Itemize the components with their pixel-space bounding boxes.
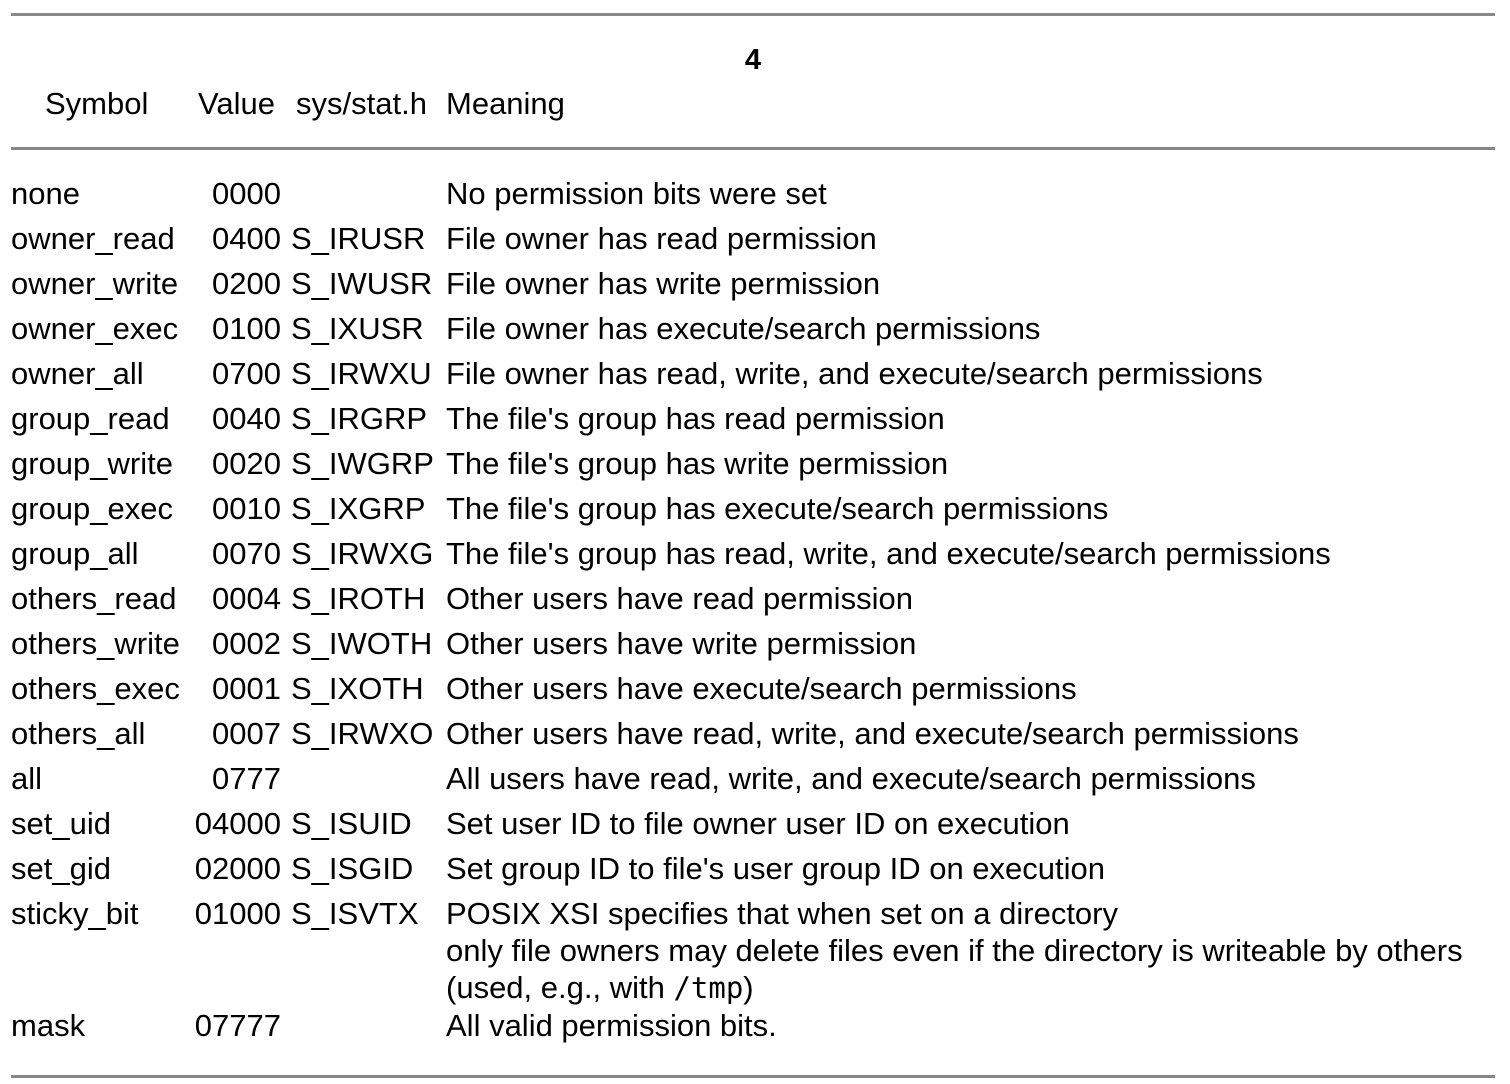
header-rule [11, 147, 1495, 150]
table-row [0, 351, 1510, 396]
meaning-line-suffix: ) [743, 970, 754, 1005]
table-row [0, 261, 1510, 306]
value-cell: 0001 [212, 671, 281, 706]
table-row [0, 306, 1510, 351]
sys-stat-cell: S_IXOTH [291, 671, 424, 706]
meaning-cell: File owner has read permission [446, 221, 877, 256]
symbol-cell: owner_read [11, 221, 175, 256]
symbol-cell: sticky_bit [11, 896, 139, 931]
meaning-line: POSIX XSI specifies that when set on a directory [446, 896, 1118, 931]
sys-stat-cell: S_IRUSR [291, 221, 426, 256]
meaning-cell: All users have read, write, and execute/search permissions [446, 761, 1256, 796]
header-value: Value [198, 86, 275, 121]
meaning-cell: All valid permission bits. [446, 1008, 777, 1043]
symbol-cell: group_exec [11, 491, 174, 526]
symbol-cell: all [11, 761, 43, 796]
sys-stat-cell: S_IWUSR [291, 266, 433, 301]
table-row [0, 756, 1510, 801]
value-cell: 01000 [194, 896, 281, 931]
symbol-cell: set_gid [11, 851, 111, 886]
header-meaning: Meaning [446, 86, 565, 121]
meaning-cell: File owner has read, write, and execute/search permissions [446, 356, 1263, 391]
value-cell: 0000 [212, 176, 281, 211]
header-sys-stat-h: sys/stat.h [296, 86, 427, 121]
meaning-cell: Other users have read, write, and execute/search permissions [446, 716, 1299, 751]
symbol-cell: mask [11, 1008, 86, 1043]
sys-stat-cell: S_IRGRP [291, 401, 428, 436]
sys-stat-cell: S_IRWXU [291, 356, 432, 391]
sys-stat-cell: S_IXUSR [291, 311, 424, 346]
page-number: 4 [744, 44, 762, 76]
meaning-cell: Set user ID to file owner user ID on execution [446, 806, 1070, 841]
table-row [0, 621, 1510, 666]
table-row [0, 666, 1510, 711]
value-cell: 0777 [212, 761, 281, 796]
meaning-line-prefix: (used, e.g., with [446, 970, 674, 1005]
value-cell: 0004 [212, 581, 281, 616]
symbol-cell: owner_write [11, 266, 179, 301]
table-row [0, 531, 1510, 576]
meaning-cell: File owner has write permission [446, 266, 881, 301]
symbol-cell: set_uid [11, 806, 111, 841]
value-cell: 0040 [212, 401, 281, 436]
meaning-cell: Set group ID to file's user group ID on execution [446, 851, 1106, 886]
sys-stat-cell: S_IXGRP [291, 491, 426, 526]
table-row [0, 891, 1510, 1003]
table-row [0, 216, 1510, 261]
table-row [0, 486, 1510, 531]
meaning-cell: The file's group has read, write, and execute/search permissions [446, 536, 1331, 571]
meaning-cell: No permission bits were set [446, 176, 827, 211]
table-row [0, 1003, 1510, 1048]
value-cell: 0200 [212, 266, 281, 301]
sys-stat-cell: S_IROTH [291, 581, 426, 616]
meaning-line: only file owners may delete files even if the directory is writeable by others [446, 933, 1463, 968]
meaning-cell: Other users have execute/search permissions [446, 671, 1077, 706]
sys-stat-cell: S_IRWXO [291, 716, 434, 751]
permissions-table-body [0, 171, 1510, 1048]
table-row [0, 801, 1510, 846]
value-cell: 0400 [212, 221, 281, 256]
sys-stat-cell: S_ISGID [291, 851, 414, 886]
sys-stat-cell: S_ISVTX [291, 896, 419, 931]
symbol-cell: owner_exec [11, 311, 179, 346]
header-symbol: Symbol [45, 86, 149, 121]
symbol-cell: group_read [11, 401, 170, 436]
value-cell: 0007 [212, 716, 281, 751]
meaning-cell: File owner has execute/search permissions [446, 311, 1041, 346]
sys-stat-cell: S_ISUID [291, 806, 412, 841]
meaning-cell: Other users have read permission [446, 581, 913, 616]
value-cell: 0070 [212, 536, 281, 571]
value-cell: 0700 [212, 356, 281, 391]
table-row [0, 396, 1510, 441]
table-row [0, 846, 1510, 891]
symbol-cell: none [11, 176, 80, 211]
table-row [0, 171, 1510, 216]
meaning-cell: Other users have write permission [446, 626, 917, 661]
value-cell: 0100 [212, 311, 281, 346]
symbol-cell: others_write [11, 626, 180, 661]
value-cell: 0010 [212, 491, 281, 526]
symbol-cell: others_exec [11, 671, 180, 706]
sys-stat-cell: S_IRWXG [291, 536, 434, 571]
meaning-cell: The file's group has read permission [446, 401, 945, 436]
symbol-cell: others_read [11, 581, 177, 616]
value-cell: 04000 [194, 806, 281, 841]
bottom-rule [11, 1075, 1495, 1078]
value-cell: 0020 [212, 446, 281, 481]
table-row [0, 441, 1510, 486]
table-row [0, 576, 1510, 621]
symbol-cell: others_all [11, 716, 146, 751]
meaning-cell [446, 895, 1463, 1007]
symbol-cell: owner_all [11, 356, 144, 391]
tmp-code: /tmp [673, 971, 744, 1005]
meaning-cell: The file's group has write permission [446, 446, 949, 481]
sys-stat-cell: S_IWOTH [291, 626, 433, 661]
meaning-cell: The file's group has execute/search permissions [446, 491, 1109, 526]
value-cell: 02000 [194, 851, 281, 886]
symbol-cell: group_all [11, 536, 139, 571]
value-cell: 07777 [194, 1008, 281, 1043]
value-cell: 0002 [212, 626, 281, 661]
symbol-cell: group_write [11, 446, 173, 481]
sys-stat-cell: S_IWGRP [291, 446, 434, 481]
top-rule [11, 13, 1495, 16]
table-row [0, 711, 1510, 756]
